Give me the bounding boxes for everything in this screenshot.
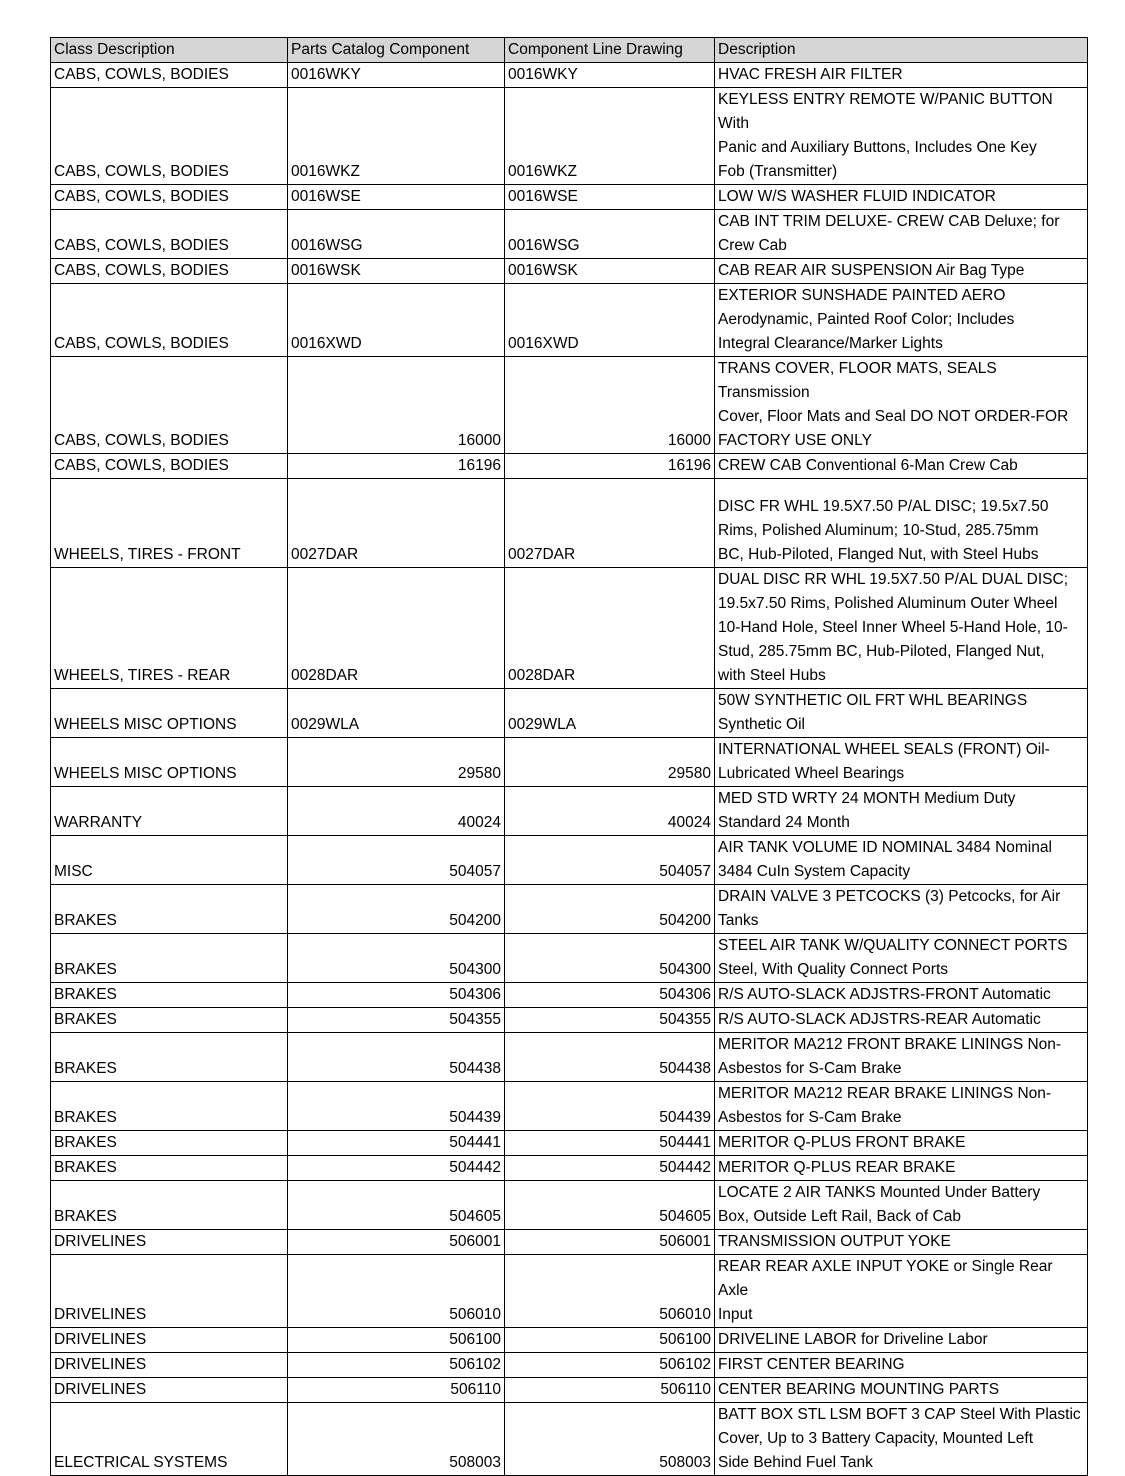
description-line: Crew Cab [718, 237, 787, 254]
parts-catalog-component-cell: 0027DAR [288, 479, 505, 568]
description-cell [715, 185, 1088, 210]
class-description-cell: DRIVELINES [51, 1378, 288, 1403]
class-description-cell: BRAKES [51, 1033, 288, 1082]
table-row [51, 210, 1088, 259]
header-parts-catalog-component: Parts Catalog Component [288, 38, 505, 63]
class-description-cell: WHEELS, TIRES - REAR [51, 568, 288, 689]
component-line-drawing-cell: 504057 [505, 836, 715, 885]
description-cell [715, 357, 1088, 454]
description-line: LOCATE 2 AIR TANKS Mounted Under Battery [718, 1184, 1041, 1201]
description-cell [715, 1378, 1088, 1403]
component-line-drawing-cell: 504306 [505, 983, 715, 1008]
description-line: MERITOR Q-PLUS FRONT BRAKE [718, 1134, 966, 1151]
component-line-drawing-cell: 16196 [505, 454, 715, 479]
table-row [51, 1255, 1088, 1328]
class-description-cell: CABS, COWLS, BODIES [51, 63, 288, 88]
component-line-drawing-cell: 504605 [505, 1181, 715, 1230]
component-line-drawing-cell: 0016WSE [505, 185, 715, 210]
parts-catalog-component-cell: 0028DAR [288, 568, 505, 689]
table-row [51, 259, 1088, 284]
parts-catalog-component-cell: 506010 [288, 1255, 505, 1328]
description-cell [715, 689, 1088, 738]
description-line: KEYLESS ENTRY REMOTE W/PANIC BUTTON With [718, 91, 1053, 132]
description-line: Fob (Transmitter) [718, 163, 838, 180]
class-description-cell: CABS, COWLS, BODIES [51, 88, 288, 185]
description-cell [715, 1008, 1088, 1033]
parts-catalog-component-cell: 0016WSE [288, 185, 505, 210]
description-line: Side Behind Fuel Tank [718, 1454, 873, 1471]
component-line-drawing-cell: 0029WLA [505, 689, 715, 738]
description-line: Rims, Polished Aluminum; 10-Stud, 285.75mm [718, 522, 1039, 539]
description-line: AIR TANK VOLUME ID NOMINAL 3484 Nominal [718, 839, 1052, 856]
description-line: MERITOR MA212 REAR BRAKE LININGS Non- [718, 1085, 1052, 1102]
description-cell [715, 1353, 1088, 1378]
class-description-cell: BRAKES [51, 983, 288, 1008]
parts-catalog-component-cell: 504439 [288, 1082, 505, 1131]
description-cell [715, 885, 1088, 934]
header-component-line-drawing: Component Line Drawing [505, 38, 715, 63]
description-line: 50W SYNTHETIC OIL FRT WHL BEARINGS [718, 692, 1028, 709]
table-row [51, 1131, 1088, 1156]
class-description-cell: BRAKES [51, 1156, 288, 1181]
component-line-drawing-cell: 506110 [505, 1378, 715, 1403]
description-line: R/S AUTO-SLACK ADJSTRS-FRONT Automatic [718, 986, 1051, 1003]
description-cell [715, 1255, 1088, 1328]
description-line: Synthetic Oil [718, 716, 806, 733]
description-cell [715, 479, 1088, 568]
description-cell [715, 934, 1088, 983]
parts-catalog-component-cell: 504300 [288, 934, 505, 983]
component-line-drawing-cell: 504300 [505, 934, 715, 983]
class-description-cell: CABS, COWLS, BODIES [51, 357, 288, 454]
description-line: TRANS COVER, FLOOR MATS, SEALS Transmission [718, 360, 997, 401]
component-line-drawing-cell: 508003 [505, 1403, 715, 1476]
class-description-cell: DRIVELINES [51, 1353, 288, 1378]
description-line: MERITOR MA212 FRONT BRAKE LININGS Non- [718, 1036, 1062, 1053]
class-description-cell: CABS, COWLS, BODIES [51, 259, 288, 284]
description-line: EXTERIOR SUNSHADE PAINTED AERO [718, 287, 1006, 304]
description-line: HVAC FRESH AIR FILTER [718, 66, 903, 83]
description-line: CAB REAR AIR SUSPENSION Air Bag Type [718, 262, 1025, 279]
description-line: Stud, 285.75mm BC, Hub-Piloted, Flanged Nut, [718, 643, 1045, 660]
parts-catalog-component-cell: 0016WSK [288, 259, 505, 284]
class-description-cell: BRAKES [51, 1082, 288, 1131]
description-line: DRAIN VALVE 3 PETCOCKS (3) Petcocks, for Air [718, 888, 1061, 905]
description-cell [715, 787, 1088, 836]
class-description-cell: DRIVELINES [51, 1255, 288, 1328]
component-line-drawing-cell: 16000 [505, 357, 715, 454]
description-line: 10-Hand Hole, Steel Inner Wheel 5-Hand Hole, 10- [718, 619, 1068, 636]
header-class-description: Class Description [51, 38, 288, 63]
description-cell [715, 1328, 1088, 1353]
description-cell [715, 284, 1088, 357]
table-row [51, 1353, 1088, 1378]
parts-catalog-component-cell: 506001 [288, 1230, 505, 1255]
component-line-drawing-cell: 506102 [505, 1353, 715, 1378]
table-row [51, 284, 1088, 357]
component-line-drawing-cell: 504200 [505, 885, 715, 934]
component-line-drawing-cell: 0016XWD [505, 284, 715, 357]
description-line: DRIVELINE LABOR for Driveline Labor [718, 1331, 988, 1348]
description-cell [715, 210, 1088, 259]
parts-catalog-component-cell: 506100 [288, 1328, 505, 1353]
table-row [51, 1033, 1088, 1082]
component-line-drawing-cell: 0016WKZ [505, 88, 715, 185]
component-line-drawing-cell: 504442 [505, 1156, 715, 1181]
description-line: BC, Hub-Piloted, Flanged Nut, with Steel Hubs [718, 546, 1039, 563]
description-cell [715, 454, 1088, 479]
description-cell [715, 1131, 1088, 1156]
description-cell [715, 1156, 1088, 1181]
table-row [51, 63, 1088, 88]
table-body [51, 63, 1088, 1476]
table-row [51, 1082, 1088, 1131]
parts-catalog-component-cell: 504441 [288, 1131, 505, 1156]
header-row [51, 38, 1088, 63]
table-row [51, 1378, 1088, 1403]
class-description-cell: ELECTRICAL SYSTEMS [51, 1403, 288, 1476]
table-row [51, 983, 1088, 1008]
component-line-drawing-cell: 504438 [505, 1033, 715, 1082]
description-cell [715, 738, 1088, 787]
parts-catalog-component-cell: 40024 [288, 787, 505, 836]
component-line-drawing-cell: 506100 [505, 1328, 715, 1353]
class-description-cell: CABS, COWLS, BODIES [51, 185, 288, 210]
component-line-drawing-cell: 0028DAR [505, 568, 715, 689]
description-line: REAR REAR AXLE INPUT YOKE or Single Rear Axle [718, 1258, 1053, 1299]
table-row [51, 836, 1088, 885]
parts-table [50, 37, 1088, 1476]
description-line: Asbestos for S-Cam Brake [718, 1060, 902, 1077]
component-line-drawing-cell: 0027DAR [505, 479, 715, 568]
table-row [51, 1156, 1088, 1181]
component-line-drawing-cell: 506010 [505, 1255, 715, 1328]
description-cell [715, 1230, 1088, 1255]
parts-catalog-component-cell: 0016WKZ [288, 88, 505, 185]
description-line: Aerodynamic, Painted Roof Color; Includes [718, 311, 1015, 328]
description-line: DISC FR WHL 19.5X7.50 P/AL DISC; 19.5x7.50 [718, 498, 1049, 515]
table-row [51, 185, 1088, 210]
description-line: MED STD WRTY 24 MONTH Medium Duty [718, 790, 1016, 807]
parts-catalog-component-cell: 506102 [288, 1353, 505, 1378]
table-row [51, 885, 1088, 934]
description-line: BATT BOX STL LSM BOFT 3 CAP Steel With Plastic [718, 1406, 1081, 1423]
parts-catalog-component-cell: 504306 [288, 983, 505, 1008]
table-row [51, 1181, 1088, 1230]
description-line: DUAL DISC RR WHL 19.5X7.50 P/AL DUAL DISC; [718, 571, 1069, 588]
description-line: FIRST CENTER BEARING [718, 1356, 905, 1373]
class-description-cell: DRIVELINES [51, 1328, 288, 1353]
description-line: INTERNATIONAL WHEEL SEALS (FRONT) Oil- [718, 741, 1050, 758]
description-line: MERITOR Q-PLUS REAR BRAKE [718, 1159, 956, 1176]
description-cell [715, 983, 1088, 1008]
description-line: TRANSMISSION OUTPUT YOKE [718, 1233, 951, 1250]
component-line-drawing-cell: 0016WSG [505, 210, 715, 259]
description-cell [715, 259, 1088, 284]
table-row [51, 1403, 1088, 1476]
description-line: Standard 24 Month [718, 814, 850, 831]
description-line: STEEL AIR TANK W/QUALITY CONNECT PORTS [718, 937, 1068, 954]
class-description-cell: CABS, COWLS, BODIES [51, 284, 288, 357]
table-row [51, 934, 1088, 983]
description-cell [715, 836, 1088, 885]
table-row [51, 787, 1088, 836]
parts-catalog-component-cell: 0016WSG [288, 210, 505, 259]
class-description-cell: DRIVELINES [51, 1230, 288, 1255]
parts-catalog-component-cell: 16196 [288, 454, 505, 479]
table-row [51, 1008, 1088, 1033]
table-row [51, 689, 1088, 738]
class-description-cell: WHEELS, TIRES - FRONT [51, 479, 288, 568]
description-line: Cover, Floor Mats and Seal DO NOT ORDER-FOR [718, 408, 1069, 425]
description-line: CAB INT TRIM DELUXE- CREW CAB Deluxe; for [718, 213, 1060, 230]
class-description-cell: BRAKES [51, 934, 288, 983]
table-row [51, 1230, 1088, 1255]
description-line: Asbestos for S-Cam Brake [718, 1109, 902, 1126]
description-line: with Steel Hubs [718, 667, 826, 684]
class-description-cell: CABS, COWLS, BODIES [51, 454, 288, 479]
description-line: R/S AUTO-SLACK ADJSTRS-REAR Automatic [718, 1011, 1041, 1028]
class-description-cell: WARRANTY [51, 787, 288, 836]
description-cell [715, 568, 1088, 689]
table-row [51, 454, 1088, 479]
description-line: Lubricated Wheel Bearings [718, 765, 905, 782]
description-line: FACTORY USE ONLY [718, 432, 872, 449]
parts-catalog-component-cell: 0029WLA [288, 689, 505, 738]
component-line-drawing-cell: 0016WSK [505, 259, 715, 284]
description-cell [715, 88, 1088, 185]
class-description-cell: CABS, COWLS, BODIES [51, 210, 288, 259]
class-description-cell: MISC [51, 836, 288, 885]
description-cell [715, 63, 1088, 88]
parts-catalog-component-cell: 29580 [288, 738, 505, 787]
description-line: Steel, With Quality Connect Ports [718, 961, 949, 978]
parts-catalog-component-cell: 504200 [288, 885, 505, 934]
description-line: 3484 CuIn System Capacity [718, 863, 911, 880]
parts-catalog-component-cell: 16000 [288, 357, 505, 454]
table-row [51, 357, 1088, 454]
component-line-drawing-cell: 504439 [505, 1082, 715, 1131]
parts-catalog-component-cell: 504057 [288, 836, 505, 885]
component-line-drawing-cell: 0016WKY [505, 63, 715, 88]
table-row [51, 1328, 1088, 1353]
table-row [51, 88, 1088, 185]
description-line: Cover, Up to 3 Battery Capacity, Mounted Left [718, 1430, 1034, 1447]
description-cell [715, 1181, 1088, 1230]
description-line: CENTER BEARING MOUNTING PARTS [718, 1381, 1000, 1398]
description-cell [715, 1033, 1088, 1082]
component-line-drawing-cell: 504441 [505, 1131, 715, 1156]
parts-catalog-component-cell: 504442 [288, 1156, 505, 1181]
description-line: Input [718, 1306, 753, 1323]
component-line-drawing-cell: 40024 [505, 787, 715, 836]
parts-catalog-component-cell: 0016XWD [288, 284, 505, 357]
table-row [51, 479, 1088, 568]
table-row [51, 738, 1088, 787]
parts-catalog-component-cell: 508003 [288, 1403, 505, 1476]
parts-catalog-component-cell: 504605 [288, 1181, 505, 1230]
component-line-drawing-cell: 29580 [505, 738, 715, 787]
description-line: 19.5x7.50 Rims, Polished Aluminum Outer Wheel [718, 595, 1058, 612]
parts-catalog-component-cell: 506110 [288, 1378, 505, 1403]
class-description-cell: BRAKES [51, 1131, 288, 1156]
class-description-cell: WHEELS MISC OPTIONS [51, 689, 288, 738]
component-line-drawing-cell: 504355 [505, 1008, 715, 1033]
class-description-cell: BRAKES [51, 885, 288, 934]
description-cell [715, 1403, 1088, 1476]
table-row [51, 568, 1088, 689]
description-line: CREW CAB Conventional 6-Man Crew Cab [718, 457, 1018, 474]
parts-catalog-component-cell: 504438 [288, 1033, 505, 1082]
component-line-drawing-cell: 506001 [505, 1230, 715, 1255]
description-line: Tanks [718, 912, 759, 929]
class-description-cell: WHEELS MISC OPTIONS [51, 738, 288, 787]
description-cell [715, 1082, 1088, 1131]
header-description: Description [715, 38, 1088, 63]
class-description-cell: BRAKES [51, 1008, 288, 1033]
description-line: LOW W/S WASHER FLUID INDICATOR [718, 188, 996, 205]
description-line: Integral Clearance/Marker Lights [718, 335, 943, 352]
class-description-cell: BRAKES [51, 1181, 288, 1230]
description-line: Panic and Auxiliary Buttons, Includes One Key [718, 139, 1037, 156]
description-line: Box, Outside Left Rail, Back of Cab [718, 1208, 961, 1225]
parts-catalog-component-cell: 0016WKY [288, 63, 505, 88]
parts-catalog-component-cell: 504355 [288, 1008, 505, 1033]
